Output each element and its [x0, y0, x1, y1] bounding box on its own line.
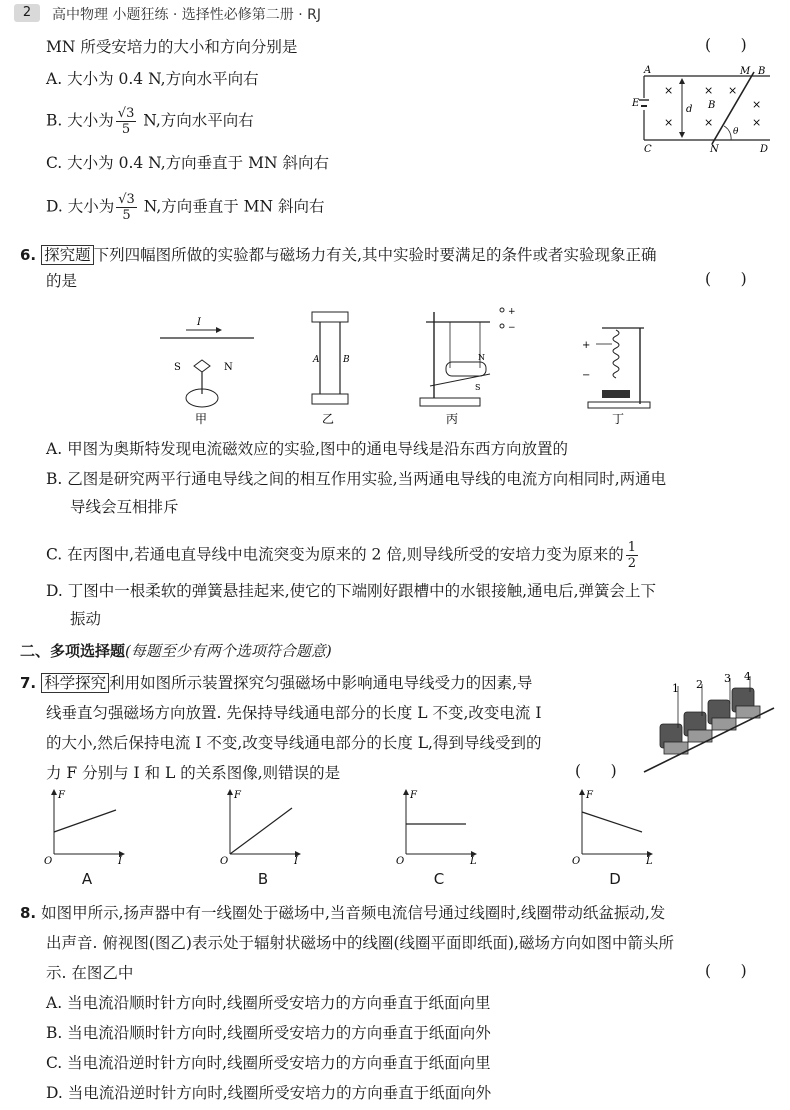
svg-text:4: 4: [744, 672, 751, 683]
q5-option-c: C. 大小为 0.4 N,方向垂直于 MN 斜向右: [46, 154, 329, 172]
graph-caption-c: C: [433, 870, 445, 888]
svg-text:A: A: [313, 355, 320, 365]
svg-text:F: F: [58, 790, 65, 801]
svg-text:2: 2: [696, 678, 703, 691]
q6-option-d: D. 丁图中一根柔软的弹簧悬挂起来,使它的下端刚好跟槽中的水银接触,通电后,弹簧会上下: [46, 582, 657, 600]
q5-option-d: D. 大小为 $\frac{√3}{5}$ N,方向垂直于 MN 斜向右: [46, 192, 325, 223]
caption-jia: 甲: [195, 412, 208, 426]
svg-text:F: F: [234, 790, 241, 801]
graph-c: [396, 790, 477, 866]
svg-text:O: O: [220, 856, 229, 866]
q7-graphs: [30, 786, 680, 866]
q7-line4: 力 F 分别与 I 和 L 的关系图像,则错误的是: [46, 764, 341, 782]
svg-text:+: +: [508, 307, 516, 317]
figure-ding: [582, 328, 650, 426]
q5-stem-tail: MN 所受安培力的大小和方向分别是: [46, 38, 298, 56]
q8-answer-bracket: ( ): [705, 962, 747, 980]
svg-text:L: L: [470, 856, 477, 866]
q7-line1: 7. 科学探究 利用如图所示装置探究匀强磁场中影响通电导线受力的因素,导: [20, 674, 533, 692]
q5-option-a: A. 大小为 0.4 N,方向水平向右: [46, 70, 259, 88]
q8-option-b: B. 当电流沿顺时针方向时,线圈所受安培力的方向垂直于纸面向外: [46, 1024, 491, 1042]
page-number: 2: [14, 4, 40, 22]
figure-yi: [312, 312, 350, 426]
figure-bing: [420, 307, 516, 426]
label-b: B: [758, 66, 766, 77]
q5-option-b: B. 大小为 $\frac{√3}{5}$ N,方向水平向右: [46, 106, 254, 137]
graph-a: [44, 790, 124, 866]
q5-answer-bracket: ( ): [705, 36, 747, 54]
label-theta: θ: [733, 127, 739, 137]
svg-text:I: I: [294, 856, 298, 866]
svg-text:×: ×: [752, 98, 762, 111]
graph-caption-b: B: [257, 870, 269, 888]
svg-text:O: O: [572, 856, 581, 866]
svg-text:3: 3: [724, 672, 731, 685]
q6-answer-bracket: ( ): [705, 270, 747, 288]
q6-option-b: B. 乙图是研究两平行通电导线之间的相互作用实验,当两通电导线的电流方向相同时,两通电: [46, 470, 667, 488]
page-header: [0, 0, 790, 26]
svg-text:×: ×: [664, 84, 674, 97]
svg-text:F: F: [410, 790, 417, 801]
q6-stem-line1: 6. 探究题 下列四幅图所做的实验都与磁场力有关,其中实验时要满足的条件或者实验现象正确: [20, 246, 657, 264]
svg-text:1: 1: [672, 682, 679, 695]
svg-text:×: ×: [728, 84, 738, 97]
q6-stem-line2: 的是: [46, 272, 78, 290]
label-dist: d: [686, 104, 693, 115]
label-e: E: [632, 98, 640, 109]
q8-option-c: C. 当电流沿逆时针方向时,线圈所受安培力的方向垂直于纸面向里: [46, 1054, 491, 1072]
svg-text:S: S: [475, 383, 481, 392]
q8-option-d: D. 当电流沿逆时针方向时,线圈所受安培力的方向垂直于纸面向外: [46, 1084, 492, 1102]
q8-option-a: A. 当电流沿顺时针方向时,线圈所受安培力的方向垂直于纸面向里: [46, 994, 491, 1012]
q6-figures: [150, 298, 670, 433]
fraction: $\frac{√3}{5}$: [117, 106, 135, 137]
q6-option-d-cont: 振动: [70, 610, 102, 628]
caption-bing: 丙: [446, 412, 459, 426]
caption-ding: 丁: [612, 412, 625, 426]
label-c: C: [644, 144, 652, 154]
q7-magnet-figure: [640, 672, 780, 780]
label-n: N: [710, 144, 719, 154]
svg-text:×: ×: [664, 116, 674, 129]
q7-answer-bracket: ( ): [575, 762, 617, 780]
svg-text:O: O: [44, 856, 53, 866]
book-title: 高中物理 小题狂练 · 选择性必修第二册 · RJ: [52, 7, 322, 23]
figure-jia: [160, 317, 254, 426]
q8-line2: 出声音. 俯视图(图乙)表示处于辐射状磁场中的线圈(线圈平面即纸面),磁场方向如图中箭头所: [46, 934, 674, 952]
graph-b: [220, 790, 300, 866]
section-title: 二、多项选择题(每题至少有两个选项符合题意): [20, 642, 332, 660]
q7-line3: 的大小,然后保持电流 I 不变,改变导线通电部分的长度 L,得到导线受到的: [46, 734, 542, 752]
svg-text:N: N: [224, 362, 233, 373]
graph-caption-a: A: [81, 870, 93, 888]
svg-text:N: N: [478, 353, 485, 362]
svg-text:−: −: [582, 370, 591, 381]
q5-rail-figure: [628, 64, 778, 154]
svg-text:L: L: [646, 856, 653, 866]
svg-text:O: O: [396, 856, 405, 866]
q6-option-c: C. 在丙图中,若通电直导线中电流突变为原来的 2 倍,则导线所受的安培力变为原来的 $\frac{1}{2}$: [46, 540, 637, 571]
label-d: D: [760, 144, 769, 154]
q8-line3: 示. 在图乙中: [46, 964, 134, 982]
label-m: M: [740, 66, 751, 77]
svg-text:−: −: [508, 323, 516, 333]
svg-text:×: ×: [704, 116, 714, 129]
svg-text:×: ×: [752, 116, 762, 129]
fraction: $\frac{1}{2}$: [627, 540, 637, 571]
graph-caption-d: D: [609, 870, 621, 888]
svg-text:F: F: [586, 790, 593, 801]
fraction: $\frac{√3}{5}$: [118, 192, 135, 223]
label-field: B: [708, 100, 716, 111]
label-a: A: [644, 65, 652, 76]
caption-yi: 乙: [322, 412, 335, 426]
q6-option-a: A. 甲图为奥斯特发现电流磁效应的实验,图中的通电导线是沿东西方向放置的: [46, 440, 568, 458]
svg-text:+: +: [582, 340, 591, 351]
q6-tag: 探究题: [41, 245, 94, 265]
q8-line1: 8. 如图甲所示,扬声器中有一线圈处于磁场中,当音频电流信号通过线圈时,线圈带动纸盆振动,发: [20, 904, 666, 922]
graph-d: [572, 790, 653, 866]
svg-text:B: B: [343, 355, 350, 365]
q7-tag: 科学探究: [41, 673, 109, 693]
svg-text:I: I: [197, 317, 201, 328]
q7-line2: 线垂直匀强磁场方向放置. 先保持导线通电部分的长度 L 不变,改变电流 I: [46, 704, 542, 722]
svg-text:S: S: [174, 362, 181, 373]
q6-option-b-cont: 导线会互相排斥: [70, 498, 179, 516]
svg-text:I: I: [118, 856, 122, 866]
svg-text:×: ×: [704, 84, 714, 97]
